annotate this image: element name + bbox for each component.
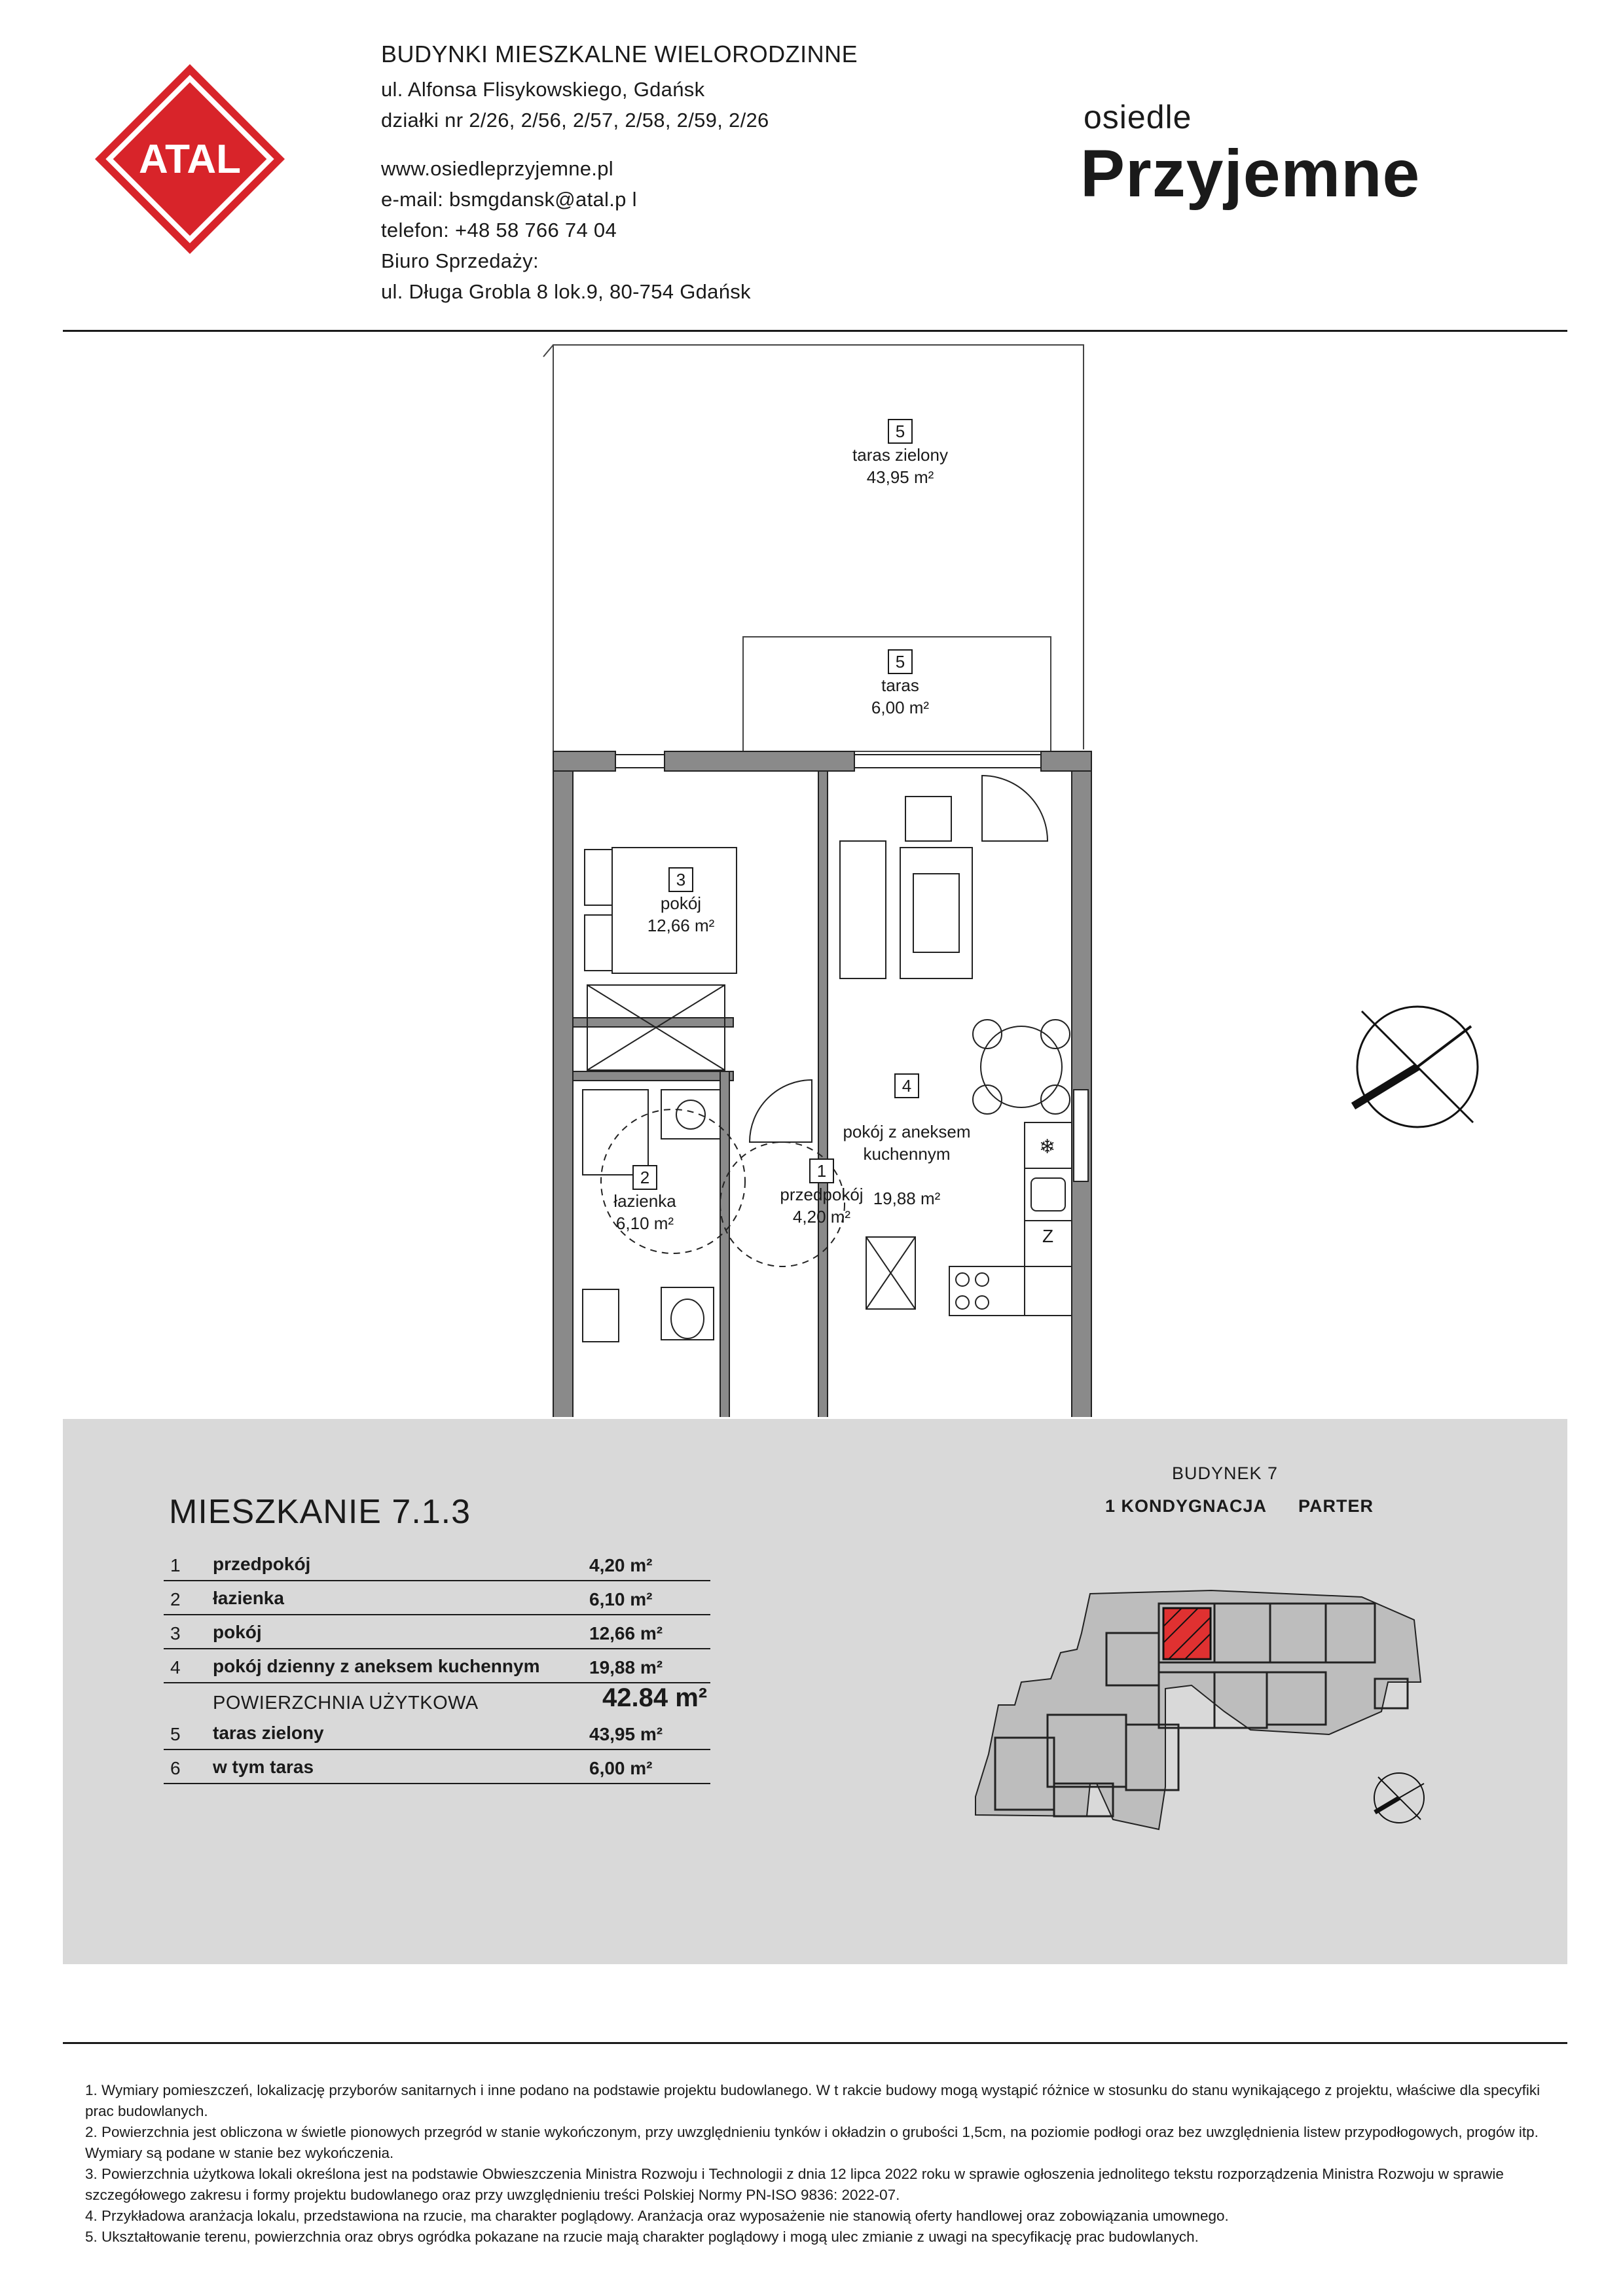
- building-label: BUDYNEK 7: [1172, 1463, 1279, 1483]
- header-office-label: Biuro Sprzedaży:: [381, 249, 539, 272]
- header-title: BUDYNKI MIESZKALNE WIELORODZINNE: [381, 41, 858, 67]
- room-label-room-3: 3 pokój 12,66 m²: [596, 867, 766, 937]
- room-label-green-terrace: 5 taras zielony 43,95 m²: [802, 419, 998, 488]
- usable-area-value: 42.84 m²: [602, 1683, 708, 1712]
- compass-icon: [1353, 1007, 1478, 1127]
- table-row: 6 w tym taras 6,00 m²: [164, 1750, 720, 1784]
- header-office-address: ul. Długa Grobla 8 lok.9, 80-754 Gdańsk: [381, 280, 751, 303]
- room-label-living-kitchen: 4 pokój z aneksem kuchennym 19,88 m²: [815, 1051, 998, 1210]
- table-row: 1 przedpokój 4,20 m²: [164, 1547, 720, 1581]
- freezer-icon: ❄: [1039, 1136, 1056, 1158]
- apartment-highlight: [1163, 1608, 1211, 1659]
- table-row: 2 łazienka 6,10 m²: [164, 1581, 720, 1615]
- footnote: 5. Ukształtowanie terenu, powierzchnia oraz obrys ogródka pokazane na rzucie mają charakter poglądowy i mogą ulec zmianie z uwagi na specyfikację prac budowlanych.: [85, 2229, 1199, 2245]
- footer-divider: [63, 2042, 1567, 2044]
- room-label-terrace: 5 taras 6,00 m²: [802, 649, 998, 719]
- estate-logo-line2: Przyjemne: [1080, 136, 1421, 211]
- footnote: 4. Przykładowa aranżacja lokalu, przedstawiona na rzucie, ma charakter poglądowy. Aranżacja oraz wyposażenie nie stanowią oferty handlowej oraz zobowiązania umownego.: [85, 2208, 1229, 2224]
- header-website[interactable]: www.osiedleprzyjemne.pl: [381, 157, 613, 180]
- header-email[interactable]: e-mail: bsmgdansk@atal.p l: [381, 188, 637, 211]
- table-row: 4 pokój dzienny z aneksem kuchennym 19,88 m²: [164, 1649, 720, 1683]
- floor-plan: [0, 331, 1623, 1417]
- footnote: 1. Wymiary pomieszczeń, lokalizację przyborów sanitarnych i inne podano na podstawie projektu budowlanego. W t rakcie budowy mogą wystąpić różnice w stosunku do stanu wynikającego z projektu, właściwe dla specyfiki prac budowlanych.: [85, 2082, 1541, 2119]
- footnotes: [85, 2080, 1552, 2248]
- level-label: PARTER: [1298, 1496, 1374, 1516]
- estate-logo-line1: osiedle: [1084, 99, 1192, 135]
- floor-label: 1 KONDYGNACJA: [1105, 1496, 1267, 1516]
- footnote: 2. Powierzchnia jest obliczona w świetle pionowych przegród w stanie wykończonym, przy uwzględnieniu tynków i okładzin o grubości 1,5cm, na poziomie podłogi oraz bez uwzględnienia listew przypodłogowych, progów itp. Wymiary są podane w stanie bez wykończenia.: [85, 2124, 1539, 2161]
- room-label-hall: 1 przedpokój 4,20 m²: [740, 1158, 903, 1228]
- header-phone: telefon: +48 58 766 74 04: [381, 219, 617, 242]
- fridge-label: Z: [1042, 1226, 1054, 1246]
- atal-logo: [95, 64, 285, 254]
- room-label-bathroom: 2 łazienka 6,10 m²: [570, 1165, 720, 1234]
- compass-icon: [1372, 1770, 1427, 1826]
- header-address: ul. Alfonsa Flisykowskiego, Gdańsk: [381, 78, 705, 101]
- building-key-plan: [962, 1574, 1434, 1849]
- usable-area-label: POWIERZCHNIA UŻYTKOWA: [213, 1693, 479, 1713]
- table-row: 5 taras zielony 43,95 m²: [164, 1716, 720, 1750]
- svg-text:ATAL: ATAL: [138, 137, 242, 182]
- header-plots: działki nr 2/26, 2/56, 2/57, 2/58, 2/59, 2/26: [381, 109, 769, 132]
- table-row: 3 pokój 12,66 m²: [164, 1615, 720, 1649]
- footnote: 3. Powierzchnia użytkowa lokali określona jest na podstawie Obwieszczenia Ministra Rozwoju i Technologii z dnia 12 lipca 2022 roku w sprawie ogłoszenia jednolitego tekstu rozporządzenia Ministra Rozwoju w sprawie szczegółowego zakresu i formy projektu budowlanego oraz przy uwzględnieniu treści Polskiej Normy PN-ISO 9836: 2022-07.: [85, 2166, 1504, 2203]
- apartment-title: MIESZKANIE 7.1.3: [169, 1493, 471, 1531]
